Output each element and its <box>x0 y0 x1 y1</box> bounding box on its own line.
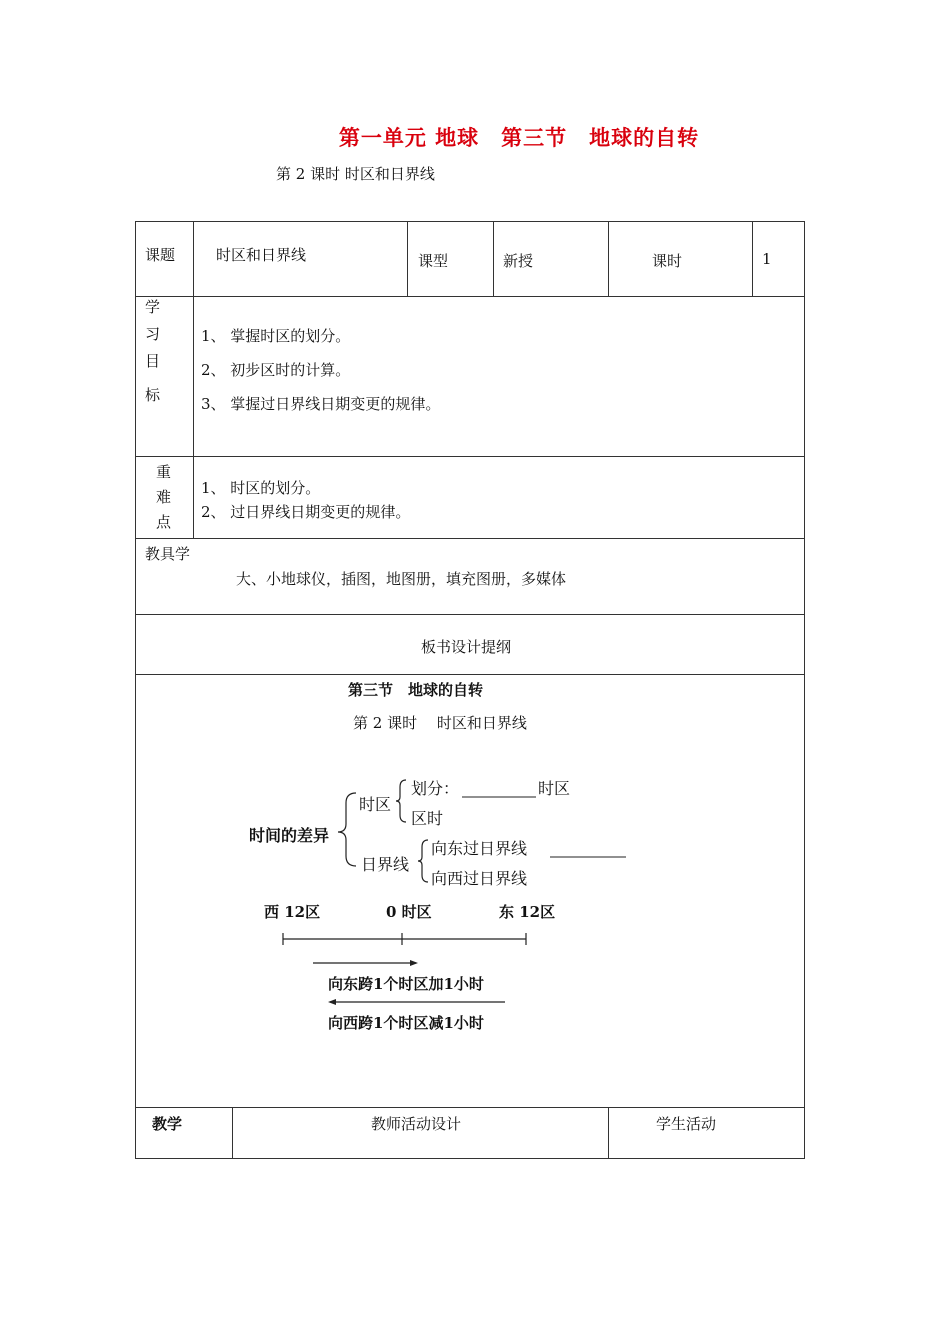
board-lesson: 第 2 课时 时区和日界线 <box>353 714 527 732</box>
footer-col-student: 学生活动 <box>656 1115 717 1133</box>
footer-col-teaching: 教学 <box>152 1115 183 1133</box>
key-point-item: 1、 时区的划分。 <box>201 479 321 497</box>
type-value: 新授 <box>503 252 534 270</box>
objective-item: 3、 掌握过日界线日期变更的规律。 <box>201 395 441 413</box>
board-heading: 板书设计提纲 <box>421 638 512 656</box>
board-section: 第三节 地球的自转 <box>348 681 484 699</box>
hours-label: 课时 <box>652 252 683 270</box>
diagram-leaf-division-suffix: 时区 <box>538 779 571 798</box>
diagram-branch-date-line: 日界线 <box>361 855 410 874</box>
diagram-leaf-west: 向西过日界线 <box>431 869 528 888</box>
topic-value: 时区和日界线 <box>216 246 307 264</box>
footer-col-teacher: 教师活动设计 <box>371 1115 462 1133</box>
topic-label: 课题 <box>145 246 176 264</box>
type-label: 课型 <box>418 252 449 270</box>
east-rule: 向东跨1个时区加1小时 <box>328 975 484 993</box>
timezone-brace <box>396 780 406 822</box>
diagram-branch-time-zone: 时区 <box>359 795 392 814</box>
diagram-root: 时间的差异 <box>249 826 330 845</box>
diagram-leaf-zone-time: 区时 <box>411 809 444 828</box>
diagram-leaf-east: 向东过日界线 <box>431 839 528 858</box>
diagram-leaf-division: 划分： <box>411 779 460 798</box>
west-rule: 向西跨1个时区减1小时 <box>328 1014 484 1032</box>
page-title: 第一单元 地球 第三节 地球的自转 <box>338 125 700 150</box>
objective-item: 1、 掌握时区的划分。 <box>201 327 351 345</box>
root-brace <box>338 793 356 866</box>
hours-value: 1 <box>762 250 772 268</box>
timeline-left-label: 西 12区 <box>264 903 321 921</box>
key-point-item: 2、 过日界线日期变更的规律。 <box>201 503 411 521</box>
tools-label: 教具学 <box>145 545 191 563</box>
timeline-right-label: 东 12区 <box>499 903 556 921</box>
objective-item: 2、 初步区时的计算。 <box>201 361 351 379</box>
timeline-center-label: 0 时区 <box>386 903 432 921</box>
page-subtitle: 第 2 课时 时区和日界线 <box>276 165 435 183</box>
dateline-brace <box>418 840 428 882</box>
tools-value: 大、小地球仪，插图，地图册，填充图册，多媒体 <box>236 570 567 588</box>
